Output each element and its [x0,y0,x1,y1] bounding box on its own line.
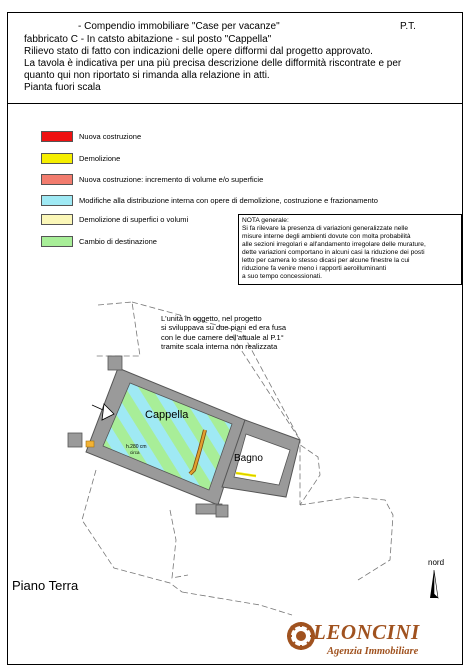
header-line-4: La tavola è indicativa per una più precisa descrizione delle difformità riscontrate e per [24,58,402,69]
legend-label: Demolizione [79,154,121,163]
description-line: tramite scala interna non realizzata [161,342,278,351]
description-line: si sviluppava su due piani ed era fusa [161,323,287,332]
nota-line: a suo tempo concessionati. [242,273,322,280]
north-arrow-icon [430,570,438,598]
description-line: con le due camere dell'attuale al P.1° [161,333,284,342]
floor-label: Piano Terra [12,578,79,593]
room-label-bagno: Bagno [234,453,263,464]
legend-label: Cambio di destinazione [79,237,157,246]
header-line-3: Rilievo stato di fatto con indicazioni delle opere difformi dal progetto approvato. [24,46,373,57]
logo-brand: LEONCINI [313,620,420,644]
nota-line: alle sezioni irregolari e all'andamento irregolare delle murature, [242,241,426,248]
nota-line: letto per camera lo stesso dicasi per alcune finestre la cui [242,257,410,264]
room-height-label: h.280 cm [126,444,147,450]
nota-line: Si fa rilevare la presenza di variazioni generalizzate nelle [242,225,409,232]
legend-label: Modifiche alla distribuzione interna con opere di demolizione, costruzione e frazionamento [79,196,378,205]
room-label-cappella: Cappella [145,409,189,421]
nota-line: riduzione fa venire meno i rapporti aeroilluminanti [242,265,387,272]
description-line: L'unità in oggetto, nel progetto [161,314,262,323]
north-label: nord [428,558,445,567]
legend-label: Nuova costruzione [79,132,142,141]
nota-line: misure interne degli ambienti dovute con molta probabilità [242,233,411,240]
header-line-2: fabbricato C - In catsto abitazione - sul posto "Cappella" [24,34,272,45]
header-line-6: Pianta fuori scala [24,82,101,93]
header-line-1-right: P.T. [400,21,416,32]
building-walls [68,356,300,517]
leoncini-logo-emblem [287,622,315,650]
nota-title: NOTA generale: [242,217,289,224]
legend-label: Nuova costruzione: incremento di volume e/o superficie [79,175,264,184]
room-height-note: circa [130,450,140,455]
logo-subtitle: Agenzia Immobiliare [327,646,419,657]
legend-label: Demolizione di superfici o volumi [79,215,189,224]
nota-line: dette variazioni comportano in alcuni casi la riduzione dei posti [242,249,425,256]
entrance-mark [86,441,94,447]
header-line-5: quanto qui non riportato si rimanda alla relazione in atti. [24,70,270,81]
header-line-1: - Compendio immobiliare "Case per vacanze" [78,21,280,32]
